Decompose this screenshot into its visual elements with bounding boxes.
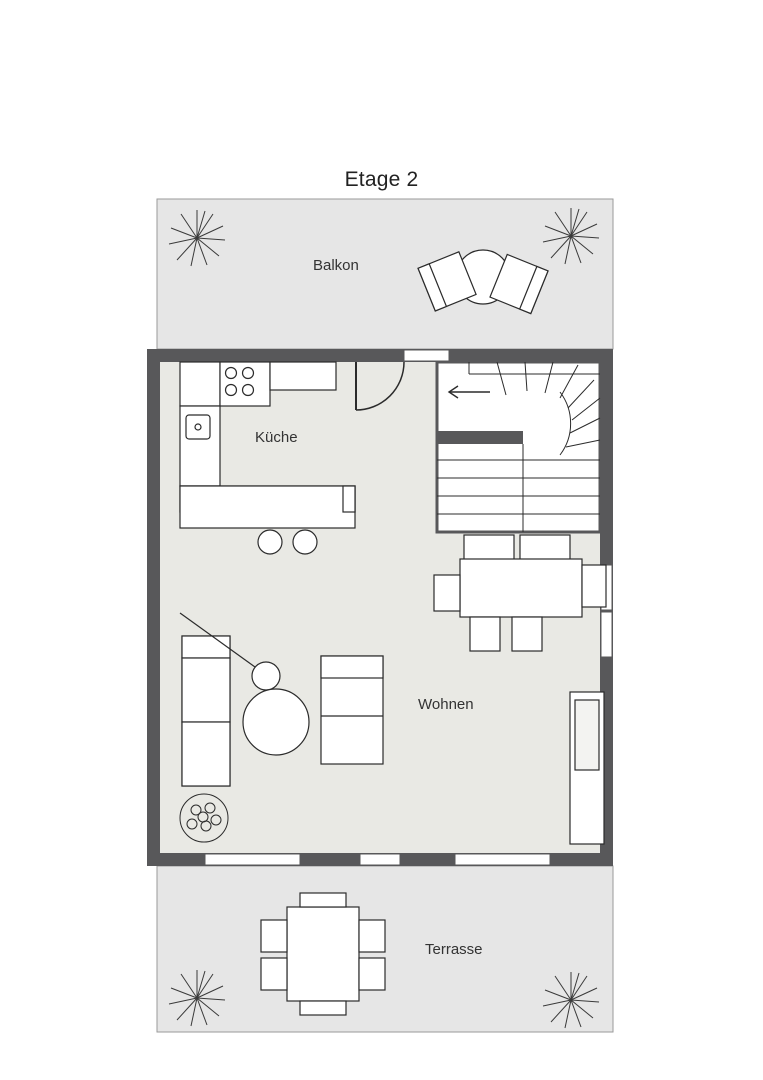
windows-bottom xyxy=(205,854,550,865)
page-title: Etage 2 xyxy=(344,168,419,191)
staircase xyxy=(437,362,600,532)
room-label-wohnen: Wohnen xyxy=(418,696,474,713)
room-label-kueche: Küche xyxy=(255,429,298,446)
windows-top xyxy=(404,350,449,361)
room-label-balkon: Balkon xyxy=(313,257,359,274)
room-label-terrasse: Terrasse xyxy=(425,941,483,958)
